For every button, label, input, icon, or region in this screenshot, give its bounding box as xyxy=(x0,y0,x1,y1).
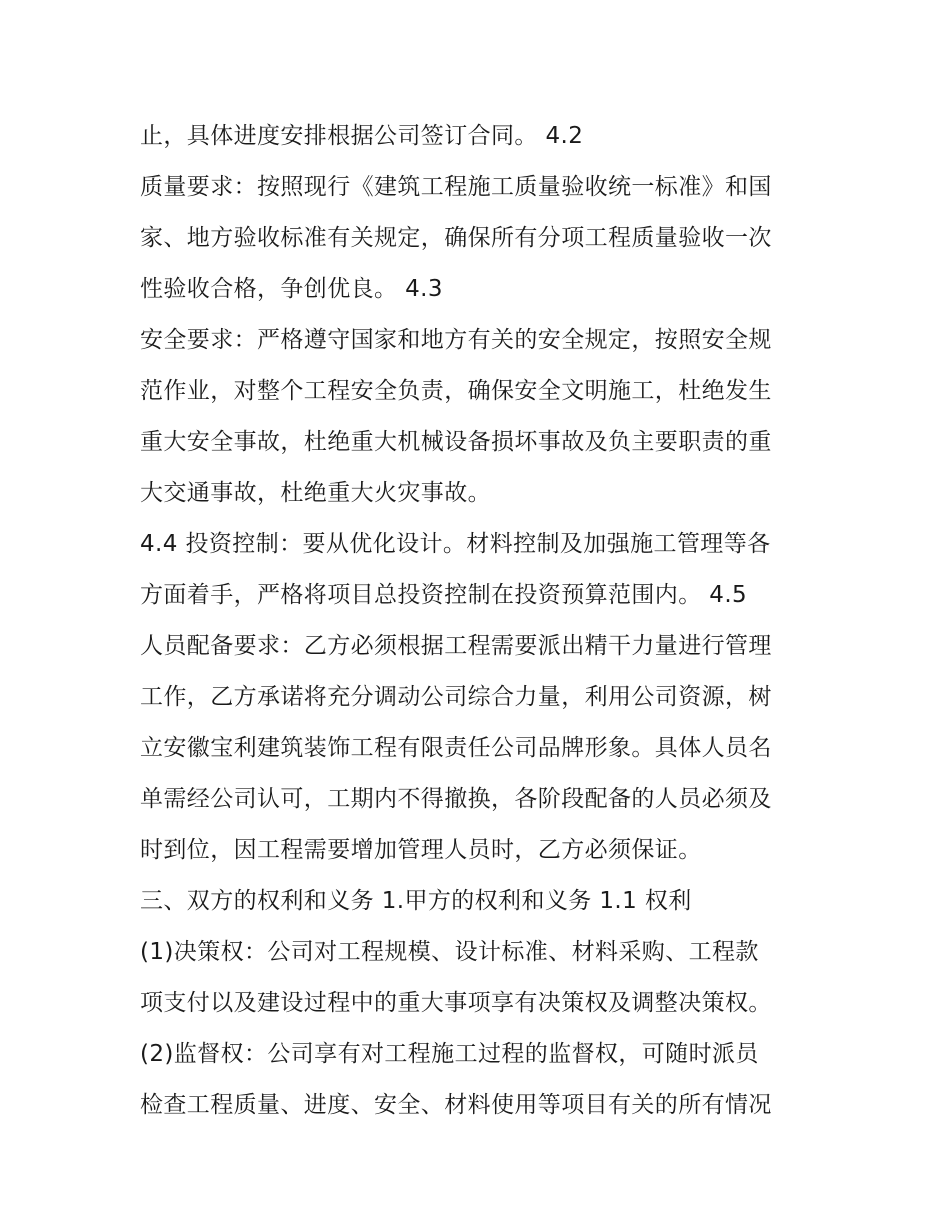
text-line: 重大安全事故，杜绝重大机械设备损坏事故及负主要职责的重 xyxy=(140,429,772,455)
text-line: 质量要求：按照现行《建筑工程施工质量验收统一标准》和国 xyxy=(140,174,772,200)
text-line: 时到位，因工程需要增加管理人员时，乙方必须保证。 xyxy=(140,837,702,863)
text-line: 止，具体进度安排根据公司签订合同。 4.2 xyxy=(140,123,584,149)
text-line: 安全要求：严格遵守国家和地方有关的安全规定，按照安全规 xyxy=(140,327,772,353)
text-line: 单需经公司认可，工期内不得撤换，各阶段配备的人员必须及 xyxy=(140,786,772,812)
text-line: 立安徽宝利建筑装饰工程有限责任公司品牌形象。具体人员名 xyxy=(140,735,772,761)
text-line: 工作，乙方承诺将充分调动公司综合力量，利用公司资源，树 xyxy=(140,684,772,710)
text-line: (2)监督权：公司享有对工程施工过程的监督权，可随时派员 xyxy=(140,1041,759,1067)
text-line: 方面着手，严格将项目总投资控制在投资预算范围内。 4.5 xyxy=(140,582,748,608)
text-line: (1)决策权：公司对工程规模、设计标准、材料采购、工程款 xyxy=(140,939,759,965)
text-line: 范作业，对整个工程安全负责，确保安全文明施工，杜绝发生 xyxy=(140,378,772,404)
text-line: 三、双方的权利和义务 1.甲方的权利和义务 1.1 权利 xyxy=(140,888,692,914)
text-line: 4.4 投资控制：要从优化设计。材料控制及加强施工管理等各 xyxy=(140,531,771,557)
text-line: 人员配备要求：乙方必须根据工程需要派出精干力量进行管理 xyxy=(140,633,772,659)
text-line: 项支付以及建设过程中的重大事项享有决策权及调整决策权。 xyxy=(140,990,772,1016)
text-line: 家、地方验收标准有关规定，确保所有分项工程质量验收一次 xyxy=(140,225,772,251)
text-line: 大交通事故，杜绝重大火灾事故。 xyxy=(140,480,491,506)
text-line: 性验收合格，争创优良。 4.3 xyxy=(140,276,443,302)
text-line: 检查工程质量、进度、安全、材料使用等项目有关的所有情况 xyxy=(140,1092,772,1118)
document-body xyxy=(140,111,830,1131)
